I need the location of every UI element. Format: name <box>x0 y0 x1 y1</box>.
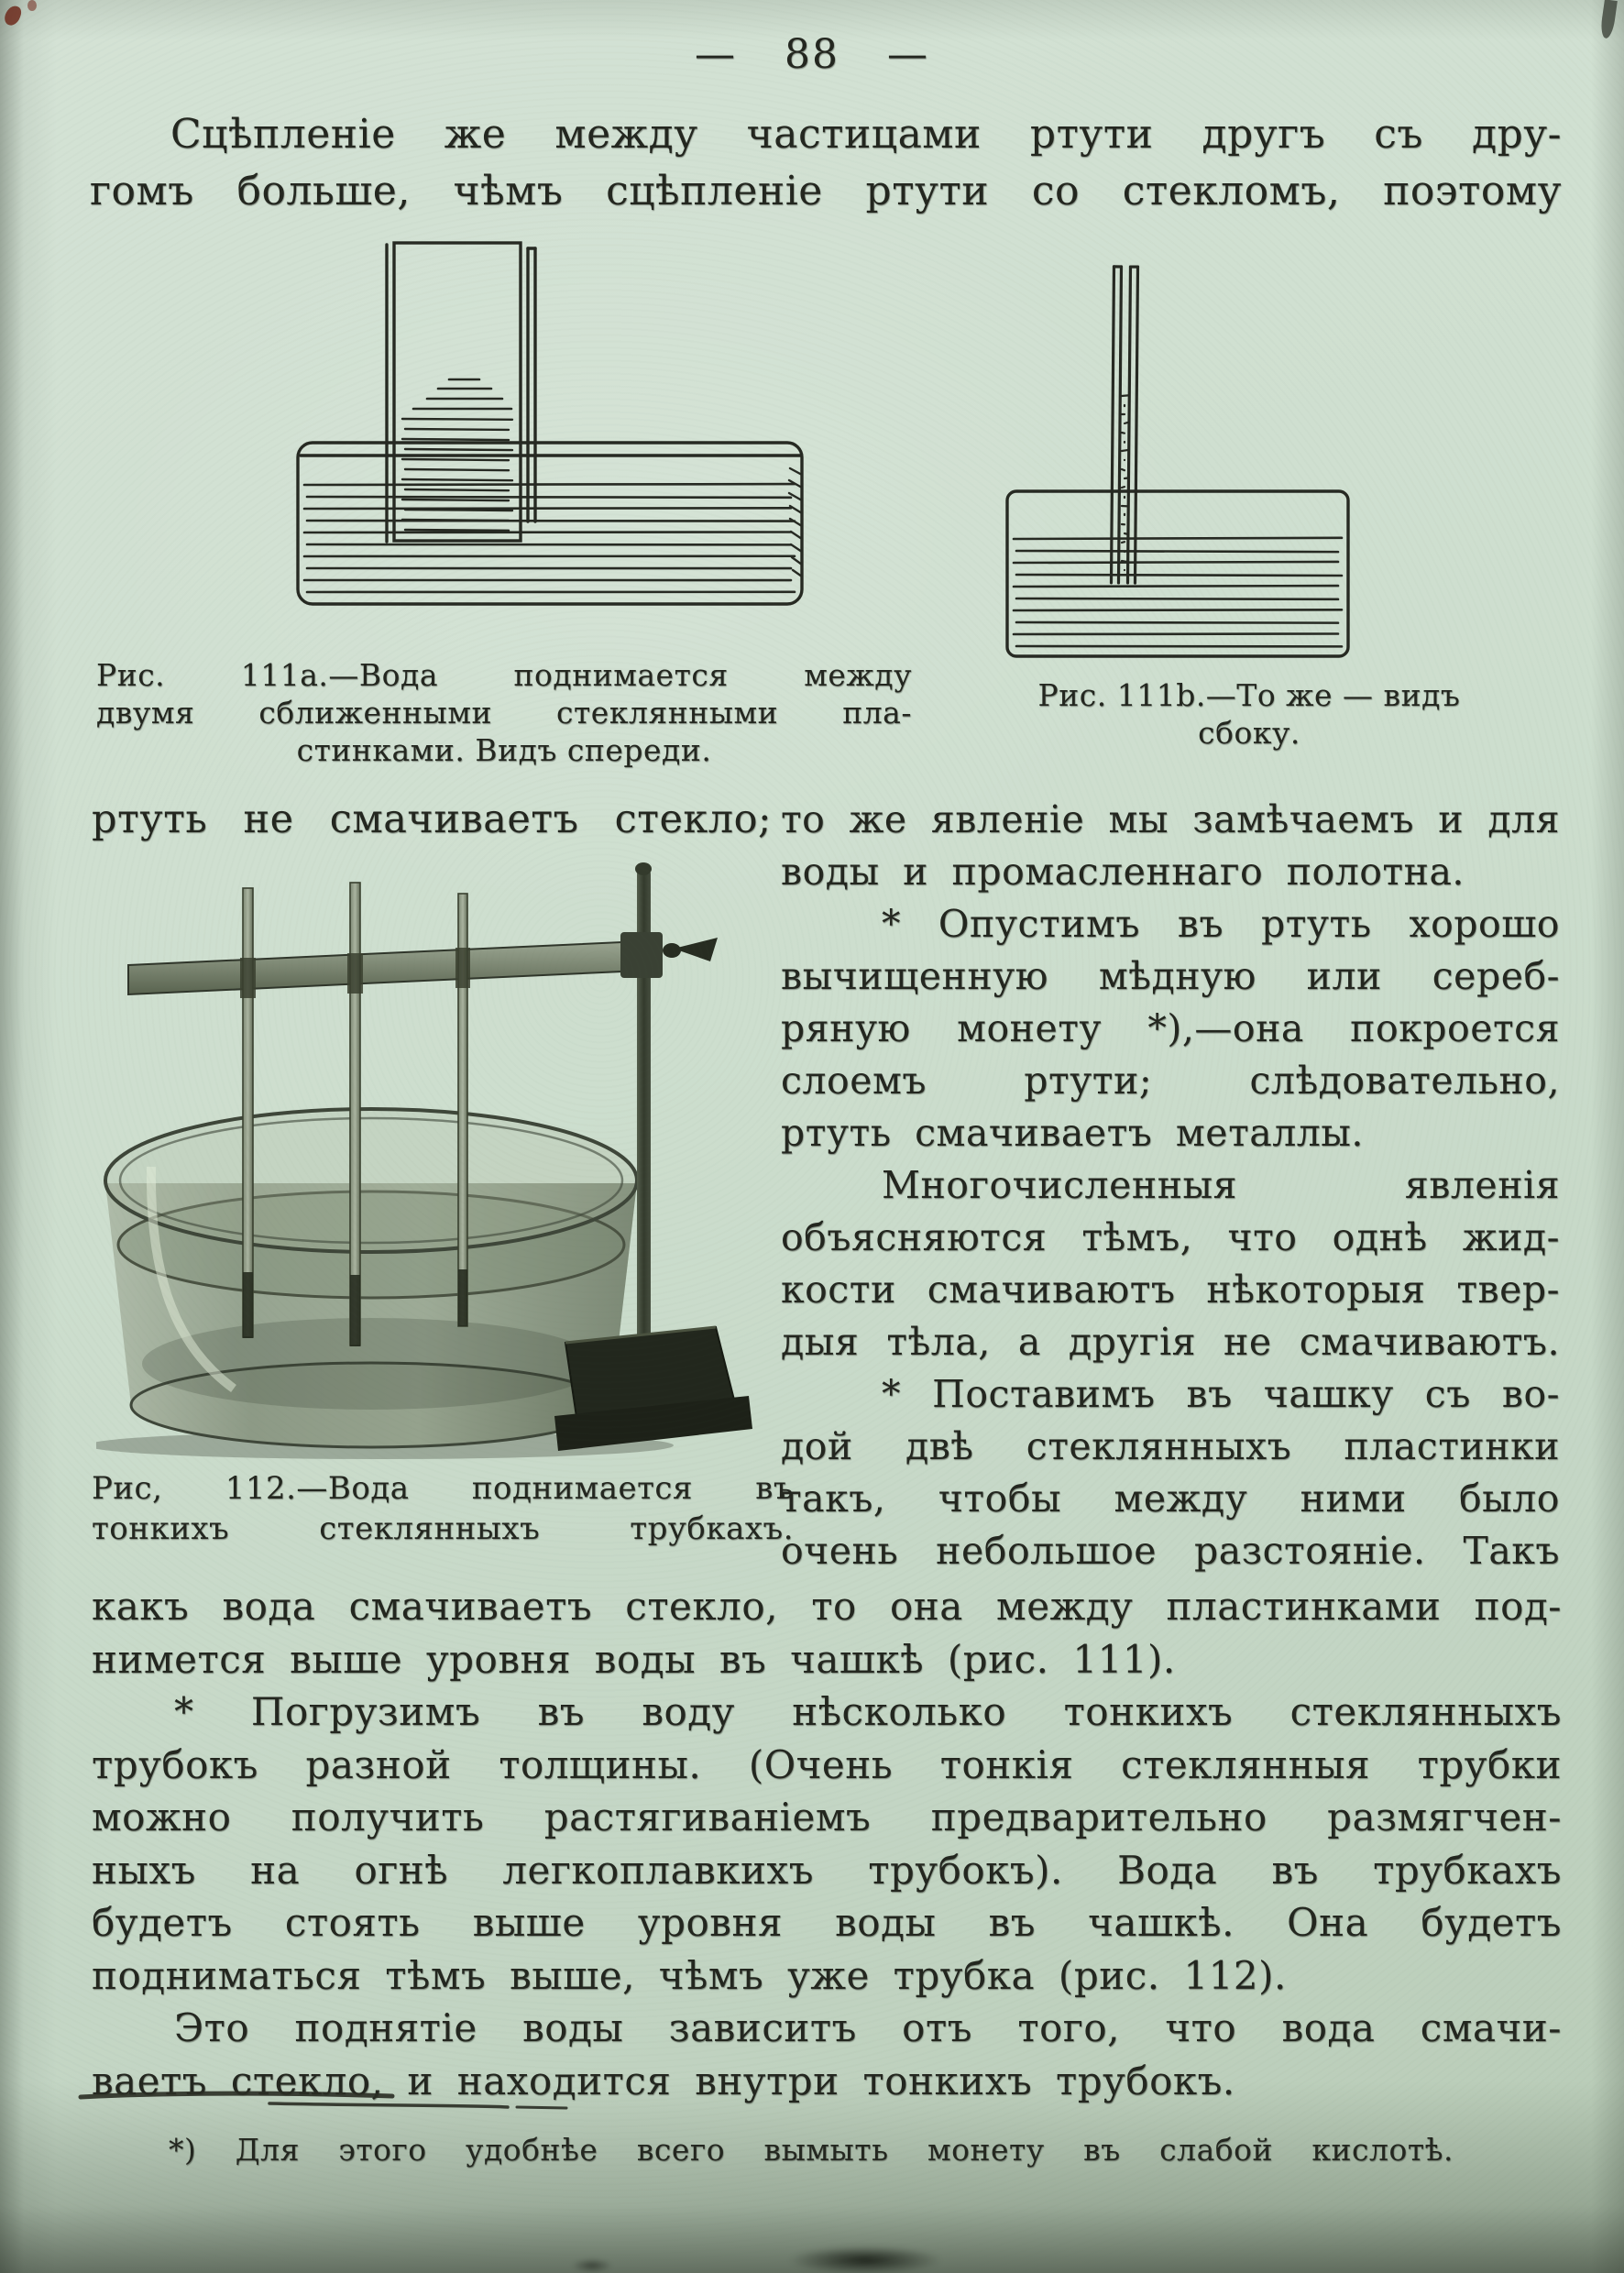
text-line: кости смачиваютъ нѣкоторыя твер- <box>781 1268 1560 1312</box>
text-line: тонкихъ стеклянныхъ трубкахъ. <box>92 1510 794 1547</box>
holder-bar <box>128 941 642 994</box>
meniscus-lines <box>413 379 511 409</box>
rod-cap <box>635 862 652 875</box>
text-line: слоемъ ртути; слѣдовательно, <box>781 1059 1560 1103</box>
page-header <box>0 31 1624 78</box>
header-dash-right: — <box>887 31 929 78</box>
text-line: двумя сближенными стеклянными пла- <box>96 695 912 730</box>
text-line: * Опустимъ въ ртуть хорошо <box>882 902 1560 946</box>
ink-stain <box>27 0 37 11</box>
figure-112-illustration <box>96 855 784 1462</box>
footnote <box>169 2132 1454 2168</box>
text-line: ряную монету *),—она покроется <box>781 1006 1560 1050</box>
footnote-separator <box>77 2088 576 2112</box>
intro-paragraph <box>90 106 1562 220</box>
wing-screw-hub <box>663 943 681 958</box>
text-line: гомъ больше, чѣмъ сцѣпленіе ртути со стекломъ, поэтому <box>90 168 1562 214</box>
header-dash-left: — <box>695 31 737 78</box>
text-line: будетъ стоять выше уровня воды въ чашкѣ. Она будетъ <box>92 1900 1562 1945</box>
text-line: Сцѣпленіе же между частицами ртути другъ съ дру- <box>170 111 1562 158</box>
figure-111b-illustration <box>999 258 1358 665</box>
caption-figure-111b <box>994 676 1504 752</box>
caption-figure-112 <box>92 1468 794 1549</box>
ink-stain <box>3 4 24 27</box>
text-line: дыя тѣла, а другія не смачиваютъ. <box>781 1320 1560 1364</box>
text-line: Многочисленныя явленія <box>882 1163 1560 1207</box>
figure-111a-illustration <box>291 235 814 614</box>
text-line: стинками. Видъ спереди. <box>296 732 712 768</box>
text-line: ваетъ стекло, и находится внутри тонкихъ трубокъ. <box>92 2058 1235 2103</box>
capillary-gap-walls <box>1111 267 1137 583</box>
text-line: очень небольшое разстояніе. Такъ <box>781 1529 1560 1573</box>
text-line: ртуть смачиваетъ металлы. <box>781 1111 1364 1155</box>
scan-shadow-blob <box>759 2240 971 2273</box>
text-line: воды и промасленнаго полотна. <box>781 850 1465 894</box>
text-line: такъ, чтобы между ними было <box>781 1477 1560 1521</box>
text-line: * Поставимъ въ чашку съ во- <box>882 1372 1560 1416</box>
caption-figure-111a <box>96 656 912 769</box>
text-line: ртуть не смачиваетъ стекло; <box>92 796 772 842</box>
clamp-block <box>620 932 663 978</box>
footnote-text: *) Для этого удобнѣе всего вымыть монету въ слабой кислотѣ. <box>169 2132 1454 2168</box>
text-line: * Погрузимъ въ воду нѣсколько тонкихъ стеклянныхъ <box>174 1689 1562 1734</box>
water-hatching <box>304 484 795 592</box>
text-line: Рис. 111b.—То же — видъ <box>1037 677 1461 713</box>
text-line: подниматься тѣмъ выше, чѣмъ уже трубка (рис. 112). <box>92 1952 1287 1998</box>
text-line: Это поднятіе воды зависитъ отъ того, что вода смачи- <box>174 2005 1562 2050</box>
dish-rim <box>105 1109 637 1252</box>
text-line: какъ вода смачиваетъ стекло, то она между пластинками под- <box>92 1584 1562 1629</box>
water-hatching <box>1014 538 1342 647</box>
text-line: вычищенную мѣдную или сереб- <box>781 954 1560 998</box>
text-line: нимется выше уровня воды въ чашкѣ (рис. 111). <box>92 1636 1176 1682</box>
page-number: 88 <box>785 31 839 78</box>
text-line: ныхъ на огнѣ легкоплавкихъ трубокъ). Вода въ трубкахъ <box>92 1847 1562 1893</box>
text-line: трубокъ разной толщины. (Очень тонкія стеклянныя трубки <box>92 1741 1562 1787</box>
risen-water-hatching <box>402 419 512 531</box>
main-text <box>92 1580 1562 2107</box>
scan-shadow-blob <box>563 2255 621 2273</box>
text-line: можно получить растягиваніемъ предварительно размягчен- <box>92 1795 1562 1839</box>
right-column-text <box>781 794 1560 1577</box>
text-line: то же явленіе мы замѣчаемъ и для <box>781 797 1560 841</box>
text-line: сбоку. <box>1198 715 1300 751</box>
text-line: объясняются тѣмъ, что однѣ жид- <box>781 1215 1560 1259</box>
left-column-text <box>92 792 772 847</box>
text-line: Рис, 112.—Вода поднимается въ <box>92 1470 794 1507</box>
text-line: Рис. 111a.—Вода поднимается между <box>96 657 912 693</box>
text-line: дой двѣ стеклянныхъ пластинки <box>781 1424 1560 1468</box>
